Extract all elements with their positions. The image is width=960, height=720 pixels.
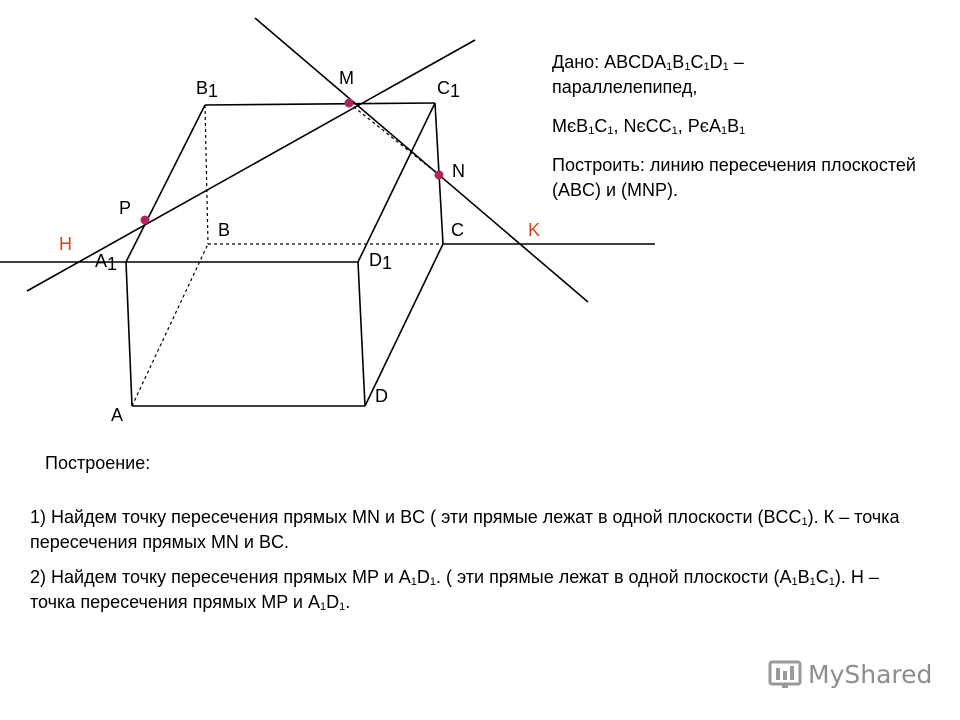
point-P xyxy=(141,216,150,225)
label-M: M xyxy=(339,68,354,88)
given-points: $MєB_1C_1$, NєCC$_1$, $PєA_1B_1$ xyxy=(552,116,746,137)
edge-B1C1 xyxy=(205,103,435,105)
edge-A1A xyxy=(126,262,132,406)
label-C: C xyxy=(451,220,464,240)
label-A1: A1 xyxy=(95,251,118,274)
label-D: D xyxy=(375,386,388,406)
task-text: Построить: линию пересечения плоскостей (ABC) и (MNP). xyxy=(552,155,916,200)
given-block xyxy=(552,50,942,217)
given-text: Дано: $ABCDA_1B_1C_1D_1$ – параллелепипед, xyxy=(552,52,744,97)
construction-title: Построение: xyxy=(45,453,151,473)
edge-B1B-hidden xyxy=(205,105,208,244)
step-2: 2) Найдем точку пересечения прямых MP и $A_1D_1$. ( эти прямые лежат в одной плоскости $(A_1B_1C_1)$. H – точка пересечения прямых MP и $A_1D_1$. xyxy=(30,567,879,613)
step-1: 1) Найдем точку пересечения прямых MN и BC ( эти прямые лежат в одной плоскости $(BCC_1)$. К – точка пересечения прямых MN и BC. xyxy=(30,507,900,552)
point-M xyxy=(345,99,354,108)
watermark-text: MyShared xyxy=(808,659,933,689)
label-C1: C1 xyxy=(437,78,461,101)
edge-AB-hidden xyxy=(132,244,208,406)
edge-C1D1 xyxy=(358,103,435,262)
watermark xyxy=(768,656,932,692)
label-B: B xyxy=(218,220,231,240)
label-B1: B1 xyxy=(196,78,219,101)
segment-MN-hidden xyxy=(349,103,439,175)
label-D1: D1 xyxy=(369,250,393,273)
label-A: A xyxy=(111,405,124,425)
line-MN xyxy=(255,18,588,302)
construction-steps xyxy=(30,505,910,625)
label-K: K xyxy=(528,220,541,240)
point-N xyxy=(435,171,444,180)
edge-D1D xyxy=(358,262,365,406)
edge-A1B1 xyxy=(126,105,205,262)
label-P: P xyxy=(119,198,132,218)
label-N: N xyxy=(452,161,465,181)
label-H: H xyxy=(59,234,72,254)
myshared-logo-icon xyxy=(768,658,802,690)
